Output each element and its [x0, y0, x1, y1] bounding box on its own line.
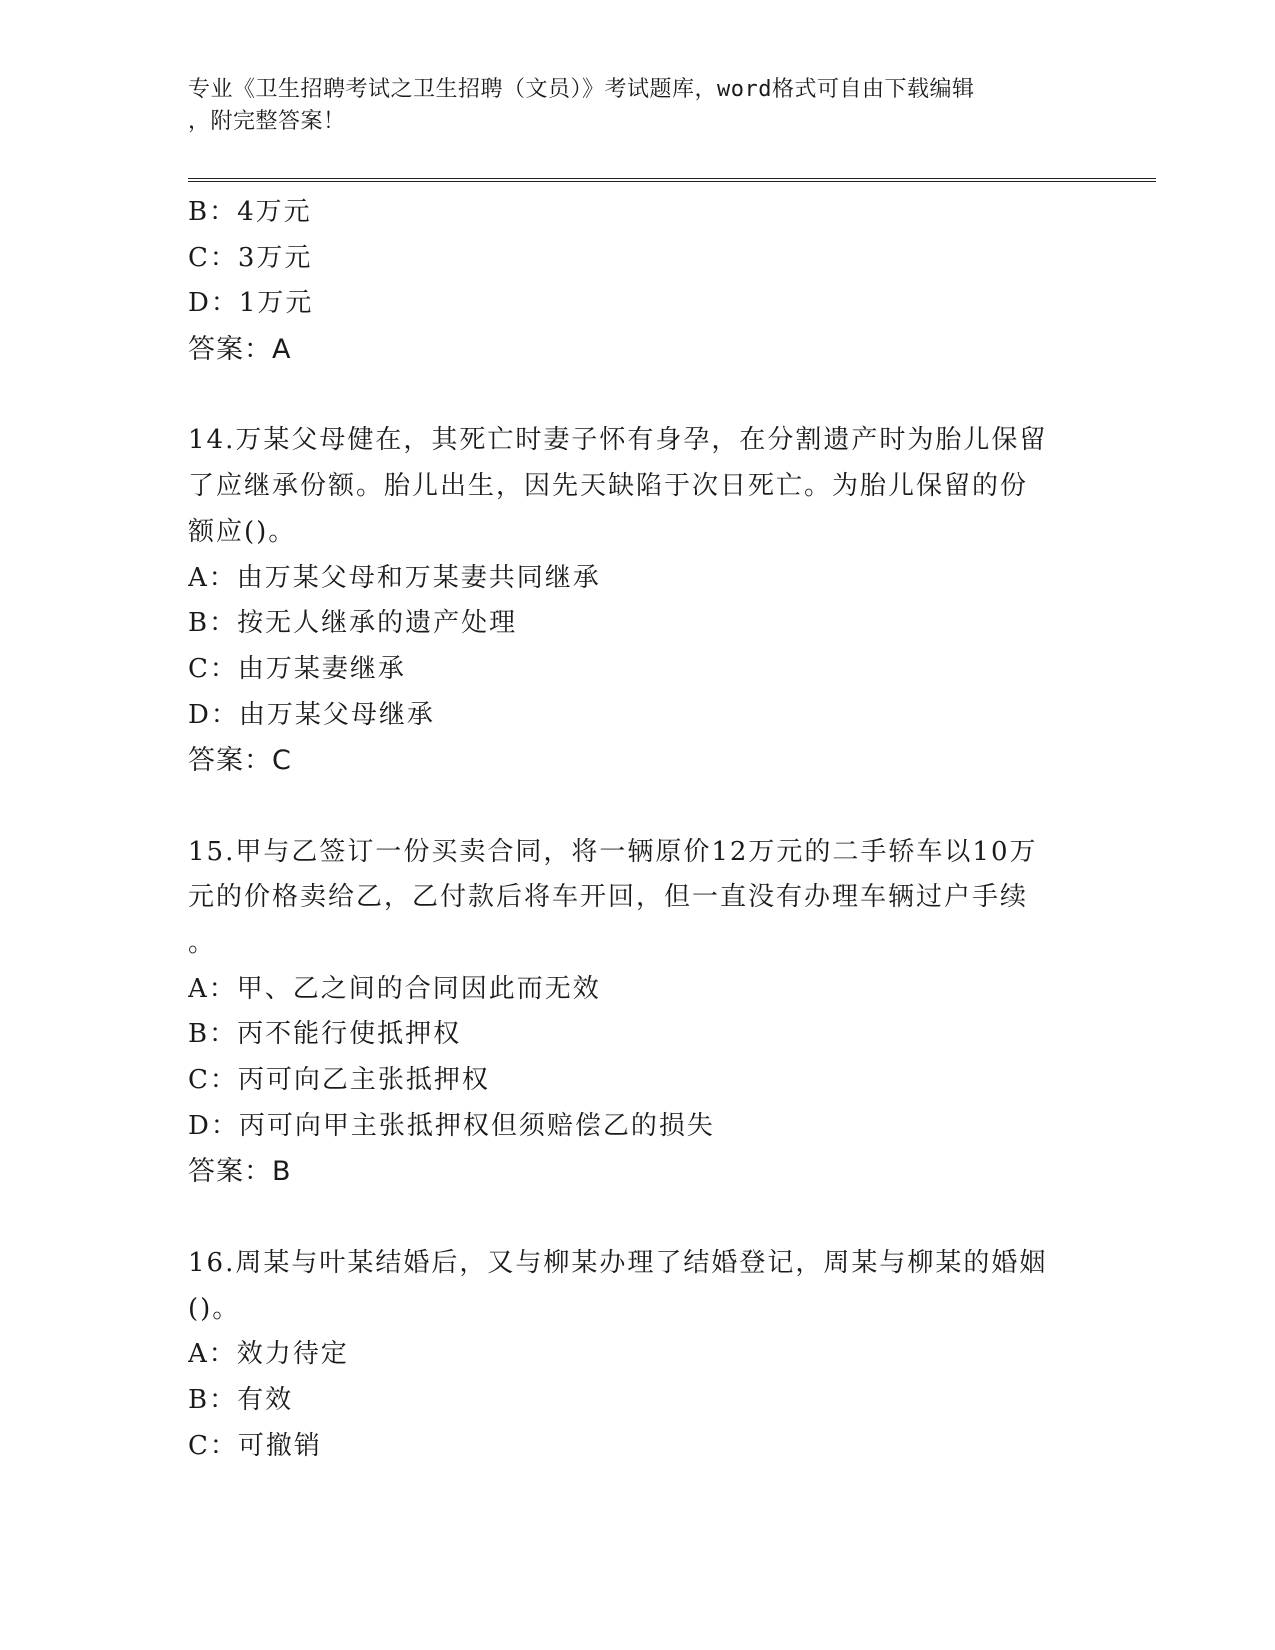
option-c: C：可撤销 [188, 1430, 322, 1461]
option-a: A：由万某父母和万某妻共同继承 [188, 562, 601, 593]
option-b: B：有效 [188, 1384, 294, 1415]
option-a: A：甲、乙之间的合同因此而无效 [188, 973, 601, 1004]
question-stem-line: 了应继承份额。胎儿出生，因先天缺陷于次日死亡。为胎儿保留的份 [188, 471, 1029, 502]
spacer [188, 784, 1088, 830]
question-stem-line: 元的价格卖给乙，乙付款后将车开回，但一直没有办理车辆过户手续 [188, 882, 1029, 913]
option-d: D：1万元 [188, 288, 314, 319]
option-b: B：4万元 [188, 197, 312, 227]
question-stem-line: 额应()。 [188, 516, 297, 547]
question-stem-line: 14.万某父母健在，其死亡时妻子怀有身孕，在分割遗产时为胎儿保留 [188, 425, 1048, 456]
question-stem-line: 15.甲与乙签订一份买卖合同，将一辆原价12万元的二手轿车以10万 [188, 836, 1038, 867]
question-stem-line: 16.周某与叶某结婚后，又与柳某办理了结婚登记，周某与柳某的婚姻 [188, 1247, 1048, 1278]
question-16 [188, 1241, 1088, 1469]
question-13-tail [188, 190, 1088, 373]
answer-line: 答案：B [188, 1156, 292, 1188]
question-stem-line: 。 [188, 928, 217, 958]
option-b: B：丙不能行使抵押权 [188, 1019, 462, 1050]
header-divider [188, 178, 1156, 182]
question-15 [188, 830, 1088, 1196]
option-c: C：丙可向乙主张抵押权 [188, 1065, 490, 1096]
question-14 [188, 418, 1088, 784]
document-body [188, 190, 1088, 1469]
option-d: D：由万某父母继承 [188, 699, 435, 730]
document-header [188, 74, 1068, 138]
option-d: D：丙可向甲主张抵押权但须赔偿乙的损失 [188, 1110, 715, 1141]
option-c: C：由万某妻继承 [188, 653, 406, 684]
spacer [188, 1195, 1088, 1241]
header-line-1: 专业《卫生招聘考试之卫生招聘（文员）》考试题库，word格式可自由下载编辑 [188, 77, 975, 102]
answer-line: 答案：C [188, 745, 292, 777]
option-a: A：效力待定 [188, 1339, 349, 1370]
option-b: B：按无人继承的遗产处理 [188, 608, 518, 639]
question-stem-line: ()。 [188, 1293, 241, 1324]
spacer [188, 373, 1088, 419]
option-c: C：3万元 [188, 242, 313, 273]
header-line-2: ，附完整答案！ [188, 109, 346, 134]
answer-line: 答案：A [188, 334, 292, 366]
